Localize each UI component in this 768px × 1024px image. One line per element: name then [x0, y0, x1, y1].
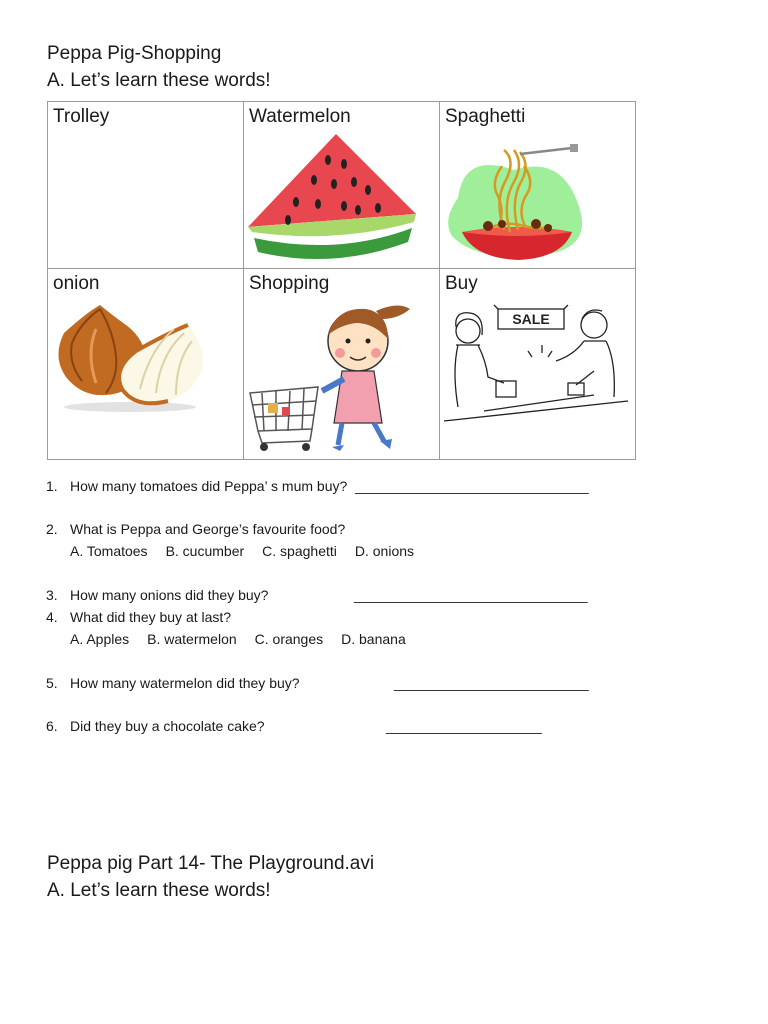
spaghetti-icon — [444, 140, 594, 264]
question-4-options — [70, 631, 424, 647]
answer-blank[interactable]: ______________________________ — [354, 587, 588, 603]
word-label: Trolley — [53, 106, 110, 127]
word-label: Buy — [445, 273, 478, 294]
option-c[interactable]: C. spaghetti — [262, 543, 337, 559]
option-d[interactable]: D. banana — [341, 631, 406, 647]
question-text: How many onions did they buy? — [70, 587, 269, 603]
sale-sign-text: SALE — [512, 311, 550, 327]
word-label: Spaghetti — [445, 106, 526, 127]
girl-with-trolley-icon — [248, 299, 414, 455]
option-a[interactable]: A. Apples — [70, 631, 130, 647]
onion-icon — [56, 303, 206, 413]
question-1 — [46, 478, 589, 494]
word-cell-buy — [440, 269, 636, 460]
question-text: How many watermelon did they buy? — [70, 675, 300, 691]
section2-subtitle: A. Let’s learn these words! — [47, 880, 271, 901]
question-6 — [46, 718, 542, 734]
word-cell-watermelon — [244, 102, 440, 269]
option-c[interactable]: C. oranges — [254, 631, 324, 647]
question-number: 4. — [46, 609, 58, 625]
option-a[interactable]: A. Tomatoes — [70, 543, 148, 559]
answer-blank[interactable]: ____________________ — [386, 718, 542, 734]
word-label: Shopping — [249, 273, 330, 294]
answer-blank[interactable]: _________________________ — [394, 675, 589, 691]
question-number: 2. — [46, 521, 58, 537]
word-label: onion — [53, 273, 100, 294]
option-d[interactable]: D. onions — [354, 543, 415, 559]
section1-title: Peppa Pig-Shopping — [47, 43, 222, 64]
vocabulary-table — [47, 101, 636, 460]
option-b[interactable]: B. cucumber — [165, 543, 245, 559]
question-4 — [46, 609, 231, 625]
question-text: What did they buy at last? — [70, 609, 232, 625]
option-b[interactable]: B. watermelon — [147, 631, 237, 647]
question-number: 1. — [46, 478, 58, 494]
question-3 — [46, 587, 588, 603]
question-2-options — [70, 543, 432, 559]
section1-subtitle: A. Let’s learn these words! — [47, 70, 271, 91]
word-cell-onion — [48, 269, 244, 460]
question-text: How many tomatoes did Peppa’ s mum buy? — [70, 478, 348, 494]
question-number: 5. — [46, 675, 58, 691]
question-number: 6. — [46, 718, 58, 734]
watermelon-icon — [248, 132, 418, 262]
question-5 — [46, 675, 589, 691]
buying-scene-icon — [444, 301, 628, 425]
word-cell-trolley — [48, 102, 244, 269]
answer-blank[interactable]: ______________________________ — [355, 478, 589, 494]
word-cell-shopping — [244, 269, 440, 460]
section2-title: Peppa pig Part 14- The Playground.avi — [47, 853, 375, 874]
word-label: Watermelon — [249, 106, 351, 127]
question-text: What is Peppa and George’s favourite food? — [70, 521, 346, 537]
question-number: 3. — [46, 587, 58, 603]
question-2 — [46, 521, 345, 537]
word-cell-spaghetti — [440, 102, 636, 269]
question-text: Did they buy a chocolate cake? — [70, 718, 265, 734]
